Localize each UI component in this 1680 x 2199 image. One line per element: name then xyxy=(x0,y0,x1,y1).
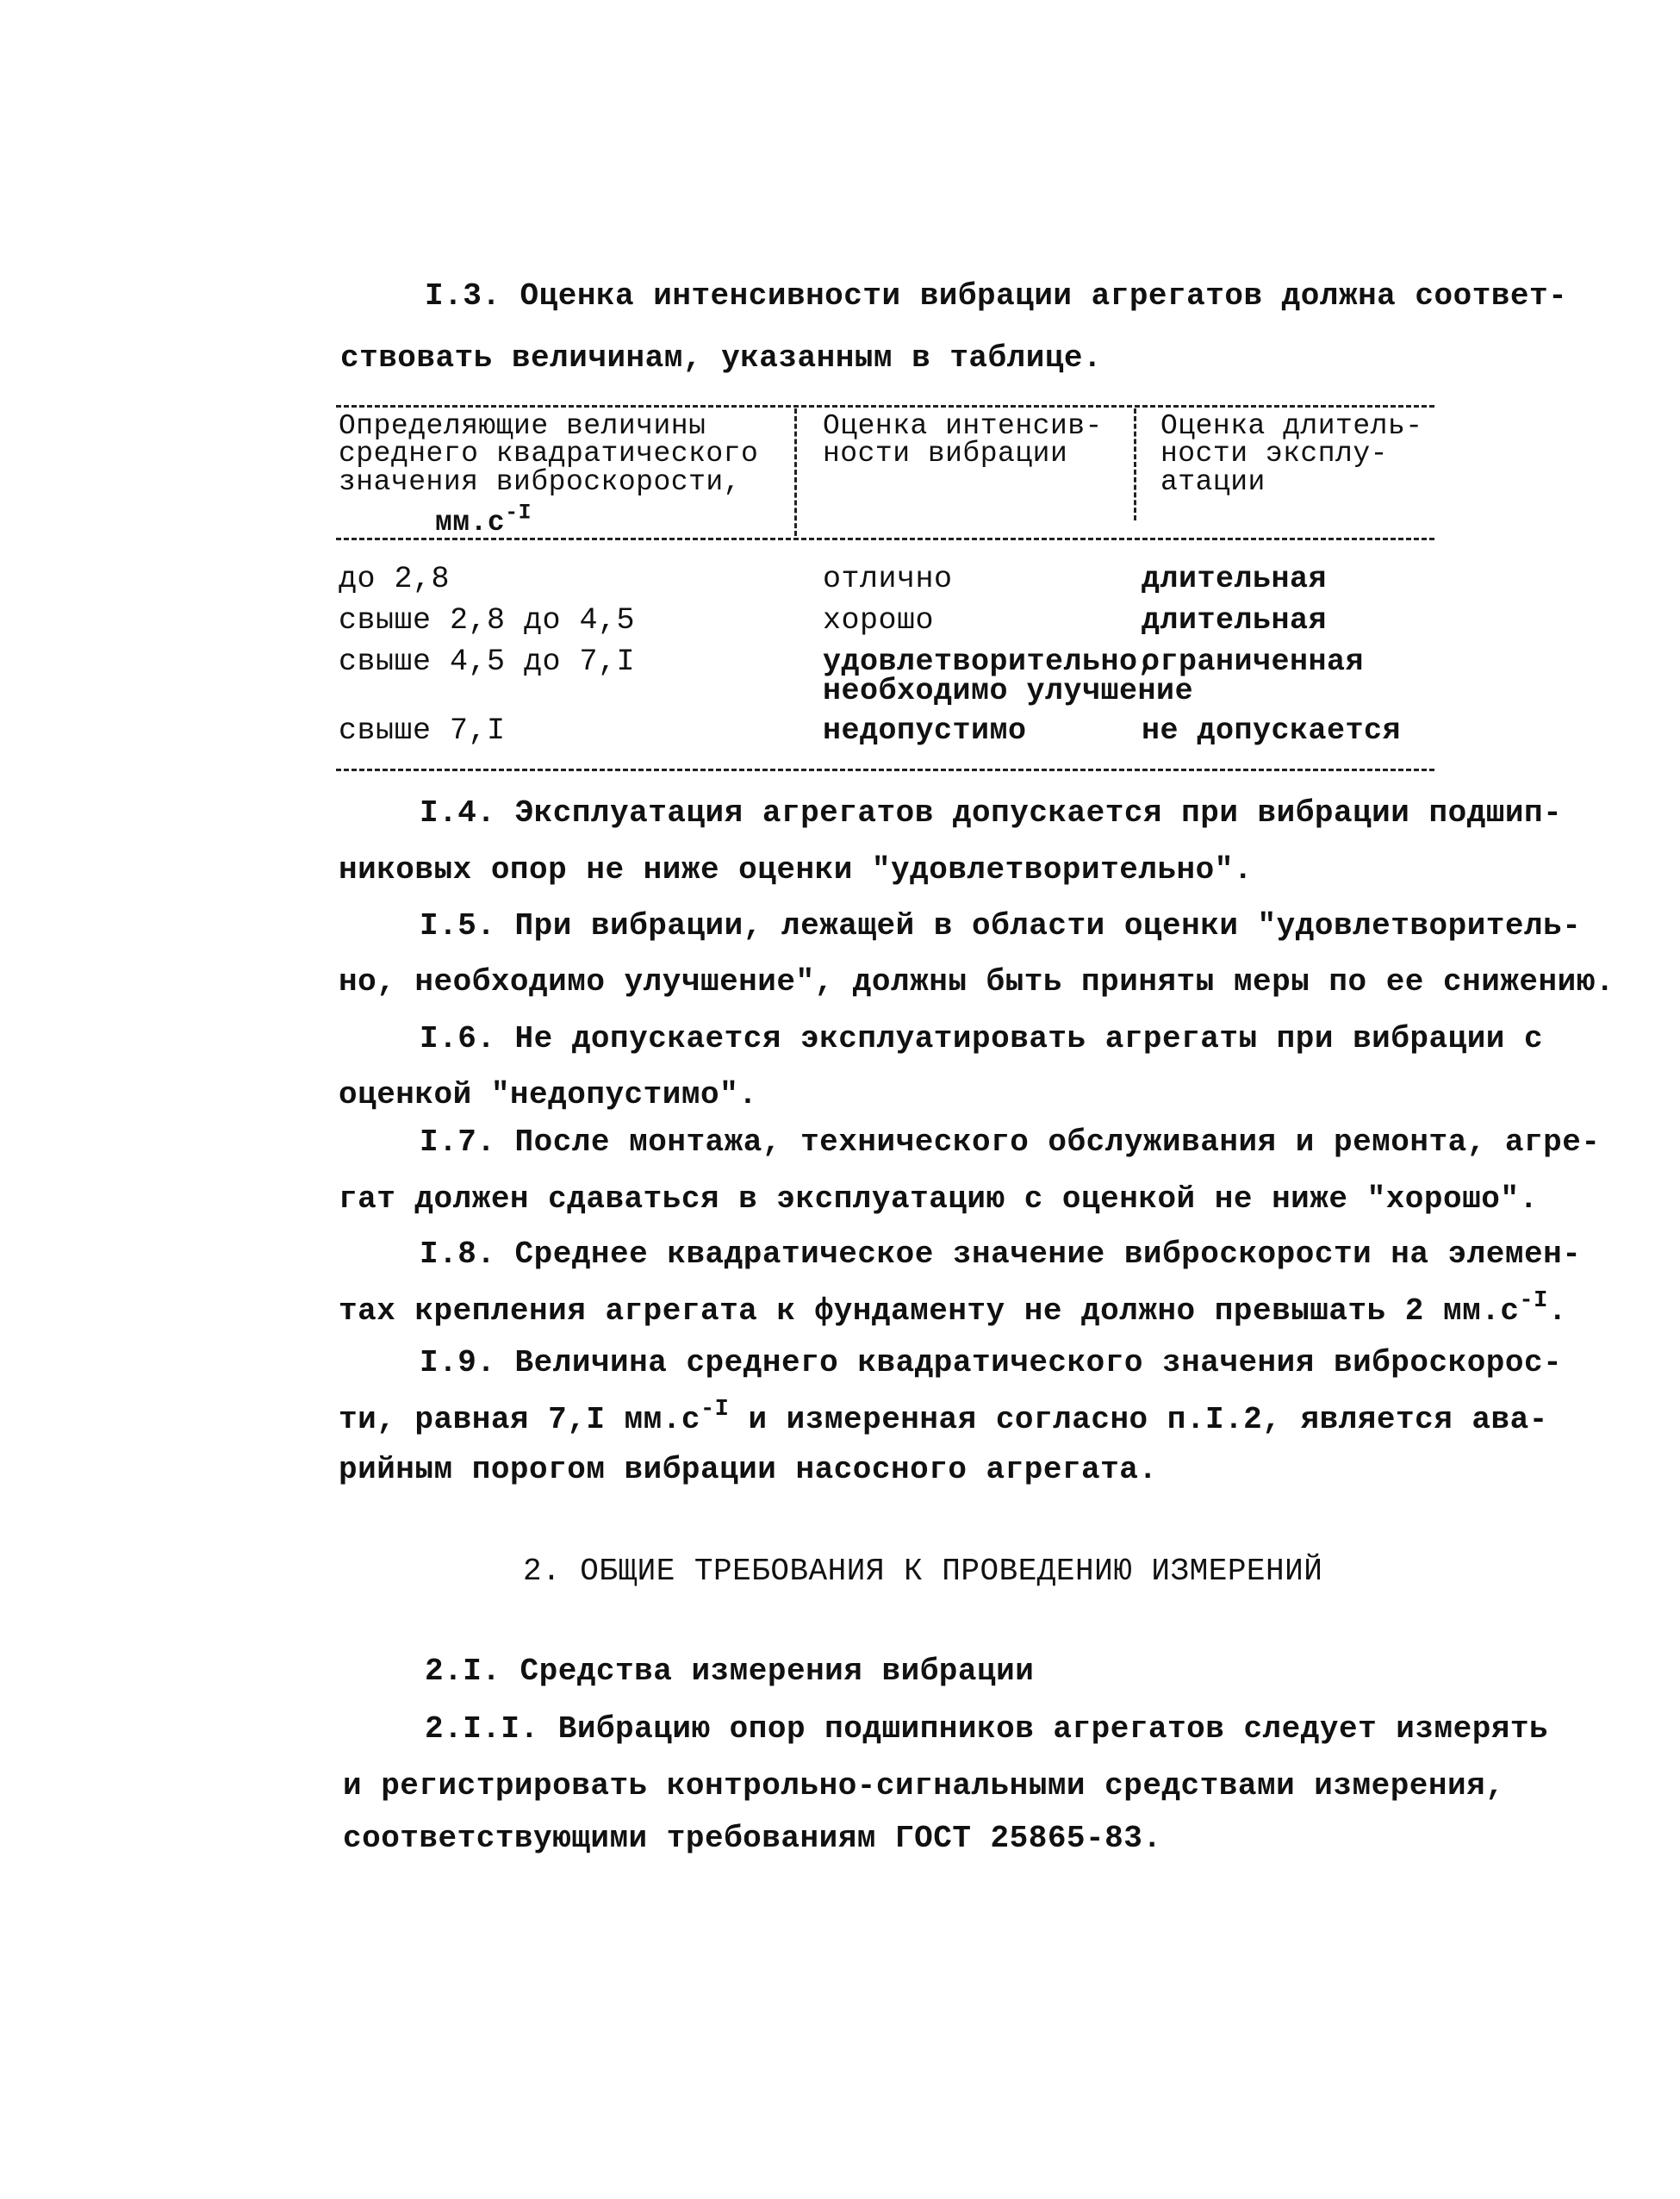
para-2-1-1-line-3: соответствующими требованиям ГОСТ 25865-83. xyxy=(343,1821,1162,1856)
table-top-rule xyxy=(336,405,1434,408)
para-1-8-line-2: тах крепления агрегата к фундаменту не должно превышать 2 $мм.с^{-I}$. xyxy=(339,1288,1567,1329)
para-1-6-line-1: I.6. Не допускается эксплуатировать агрегаты при вибрации с xyxy=(420,1021,1544,1056)
para-2-1-1-line-2: и регистрировать контрольно-сигнальными средствами измерения, xyxy=(343,1768,1505,1803)
row-3-range: свыше 4,5 до 7,I xyxy=(339,645,636,679)
row-1-range: до 2,8 xyxy=(339,562,451,596)
row-1-duration: длительная xyxy=(1142,562,1328,596)
row-3-intensity: удовлетворительно, xyxy=(823,645,1157,679)
header-col1-unit: $мм.с^{-I}$ xyxy=(435,501,532,539)
para-1-3-line-2: ствовать величинам, указанным в таблице. xyxy=(340,340,1103,376)
para-1-5-line-1: I.5. При вибрации, лежащей в области оценки "удовлетворитель- xyxy=(420,908,1582,944)
row-3-intensity-cont: необходимо улучшение xyxy=(823,674,1194,708)
para-1-4-line-1: I.4. Эксплуатация агрегатов допускается при вибрации подшип- xyxy=(420,795,1563,831)
para-1-5-line-2: но, необходимо улучшение", должны быть приняты меры по ее снижению. xyxy=(339,964,1615,1000)
row-2-duration: длительная xyxy=(1142,603,1328,638)
header-col1-line-3: значения виброскорости, xyxy=(339,466,741,498)
row-3-duration: ограниченная xyxy=(1142,645,1365,679)
header-col1-line-1: Определяющие величины xyxy=(339,410,706,442)
row-2-range: свыше 2,8 до 4,5 xyxy=(339,603,636,638)
para-1-9-line-3: рийным порогом вибрации насосного агрегата. xyxy=(339,1452,1158,1487)
table-bottom-rule xyxy=(336,769,1434,771)
para-1-9-line-1: I.9. Величина среднего квадратического значения виброскорос- xyxy=(420,1345,1563,1380)
table-divider-1 xyxy=(794,408,797,536)
row-2-intensity: хорошо xyxy=(823,603,935,638)
header-col3-line-3: атации xyxy=(1160,466,1266,498)
para-1-7-line-2: гат должен сдаваться в эксплуатацию с оценкой не ниже "хорошо". xyxy=(339,1181,1539,1217)
header-col3-line-1: Оценка длитель- xyxy=(1160,410,1423,442)
header-col1-line-2: среднего квадратического xyxy=(339,438,759,470)
row-4-intensity: недопустимо xyxy=(823,713,1027,748)
section-2-title: 2. ОБЩИЕ ТРЕБОВАНИЯ К ПРОВЕДЕНИЮ ИЗМЕРЕНИЙ xyxy=(523,1554,1323,1589)
para-1-9-line-2: ти, равная 7,I $мм.с^{-I}$ и измеренная согласно п.I.2, является ава- xyxy=(339,1397,1548,1437)
para-2-1-1-line-1: 2.I.I. Вибрацию опор подшипников агрегатов следует измерять xyxy=(425,1711,1549,1747)
para-1-8-line-1: I.8. Среднее квадратическое значение виброскорости на элемен- xyxy=(420,1237,1582,1272)
row-1-intensity: отлично xyxy=(823,562,953,596)
row-4-duration: не допускается xyxy=(1142,713,1402,748)
header-col3-line-2: ности эксплу- xyxy=(1160,438,1388,470)
header-col2-line-1: Оценка интенсив- xyxy=(823,410,1103,442)
table-divider-2 xyxy=(1134,408,1136,520)
para-1-3-line-1: I.3. Оценка интенсивности вибрации агрегатов должна соответ- xyxy=(425,278,1568,314)
para-1-4-line-2: никовых опор не ниже оценки "удовлетворительно". xyxy=(339,852,1253,888)
table-header-rule xyxy=(336,538,1434,540)
row-4-range: свыше 7,I xyxy=(339,713,506,748)
para-1-7-line-1: I.7. После монтажа, технического обслуживания и ремонта, агре- xyxy=(420,1124,1601,1160)
para-2-1-title: 2.I. Средства измерения вибрации xyxy=(425,1654,1035,1689)
header-col2-line-2: ности вибрации xyxy=(823,438,1068,470)
para-1-6-line-2: оценкой "недопустимо". xyxy=(339,1077,758,1112)
